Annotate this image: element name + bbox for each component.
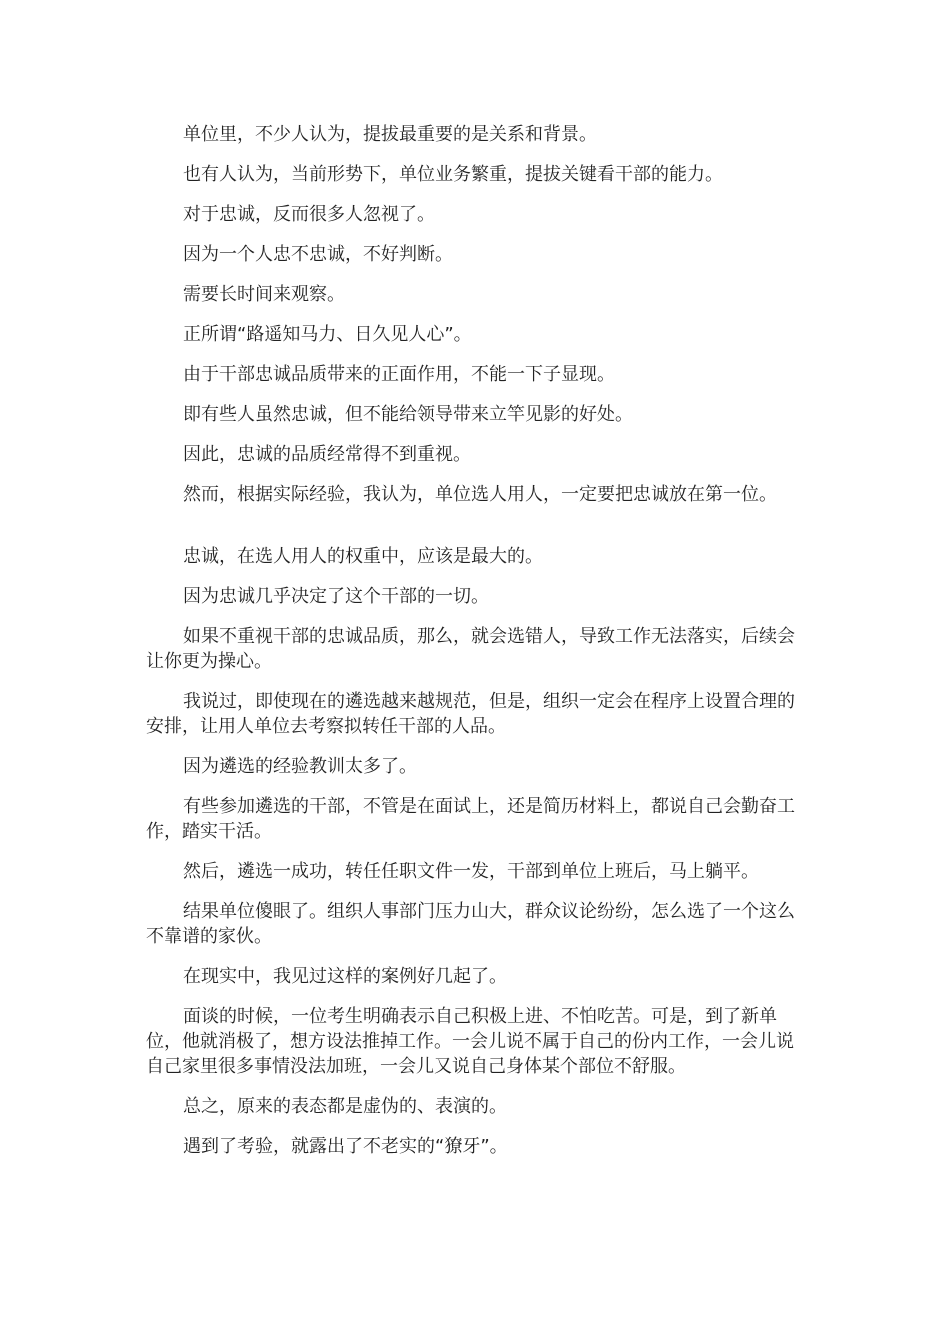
paragraph: 由于干部忠诚品质带来的正面作用，不能一下子显现。 <box>183 364 615 385</box>
paragraph: 如果不重视干部的忠诚品质，那么，就会选错人，导致工作无法落实，后续会让你更为操心。 <box>146 626 795 672</box>
paragraph: 有些参加遴选的干部，不管是在面试上，还是简历材料上，都说自己会勤奋工作，踏实干活。 <box>146 796 795 842</box>
paragraph: 然而，根据实际经验，我认为，单位选人用人，一定要把忠诚放在第一位。 <box>183 484 777 505</box>
paragraph: 总之，原来的表态都是虚伪的、表演的。 <box>183 1096 507 1117</box>
paragraph: 忠诚，在选人用人的权重中，应该是最大的。 <box>183 546 543 567</box>
paragraph: 在现实中，我见过这样的案例好几起了。 <box>183 966 507 987</box>
paragraph: 然后，遴选一成功，转任任职文件一发，干部到单位上班后，马上躺平。 <box>183 861 759 882</box>
paragraph: 需要长时间来观察。 <box>183 284 345 305</box>
paragraph: 单位里，不少人认为，提拔最重要的是关系和背景。 <box>183 124 597 145</box>
paragraph: 对于忠诚，反而很多人忽视了。 <box>183 204 435 225</box>
paragraph: 遇到了考验，就露出了不老实的“獠牙”。 <box>183 1136 508 1157</box>
paragraph: 面谈的时候，一位考生明确表示自己积极上进、不怕吃苦。可是，到了新单位，他就消极了，想方设法推掉工作。一会儿说不属于自己的份内工作，一会儿说自己家里很多事情没法加班，一会儿又说自己身体某个部位不舒服。 <box>146 1006 794 1077</box>
paragraph: 即有些人虽然忠诚，但不能给领导带来立竿见影的好处。 <box>183 404 633 425</box>
paragraph: 正所谓“路遥知马力、日久见人心”。 <box>183 324 472 345</box>
paragraph: 也有人认为，当前形势下，单位业务繁重，提拔关键看干部的能力。 <box>183 164 723 185</box>
paragraph: 结果单位傻眼了。组织人事部门压力山大，群众议论纷纷，怎么选了一个这么不靠谱的家伙。 <box>146 901 795 947</box>
document-body <box>146 122 810 1174</box>
paragraph: 因此，忠诚的品质经常得不到重视。 <box>183 444 471 465</box>
paragraph: 因为忠诚几乎决定了这个干部的一切。 <box>183 586 489 607</box>
paragraph: 因为一个人忠不忠诚，不好判断。 <box>183 244 453 265</box>
paragraph: 因为遴选的经验教训太多了。 <box>183 756 417 777</box>
paragraph: 我说过，即使现在的遴选越来越规范，但是，组织一定会在程序上设置合理的安排，让用人单位去考察拟转任干部的人品。 <box>146 691 795 737</box>
